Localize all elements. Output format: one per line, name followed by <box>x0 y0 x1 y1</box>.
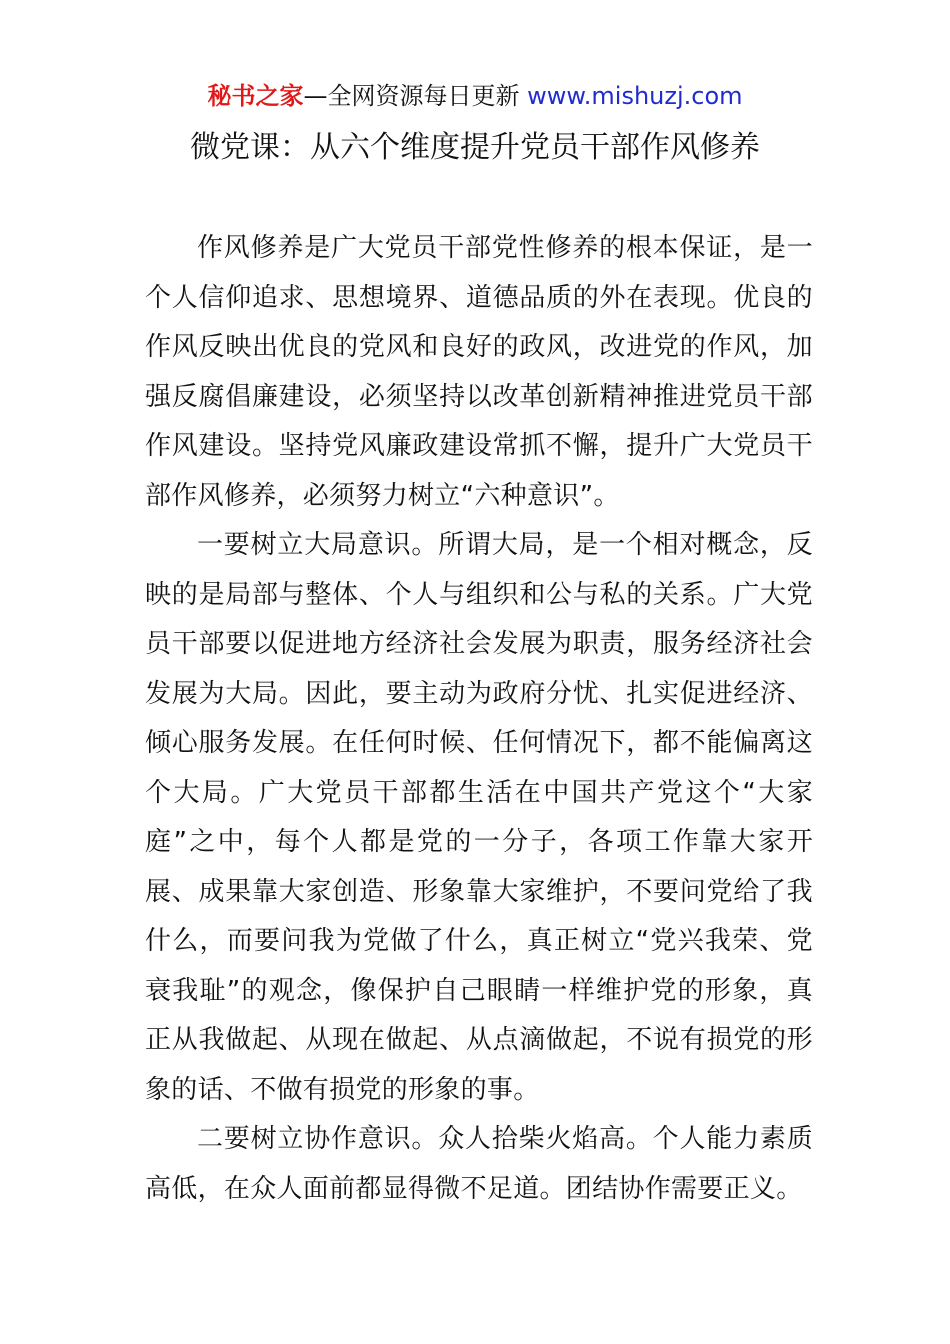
site-name: 秘书之家 <box>207 82 304 110</box>
site-url-link[interactable]: www.mishuzj.com <box>527 82 743 110</box>
site-tagline: —全网资源每日更新 <box>303 82 528 110</box>
document-body <box>145 224 813 1214</box>
document-title: 微党课：从六个维度提升党员干部作风修养 <box>190 130 760 165</box>
site-header <box>0 80 950 112</box>
paragraph-intro: 作风修养是广大党员干部党性修养的根本保证，是一个人信仰追求、思想境界、道德品质的外在表现。优良的作风反映出优良的党风和良好的政风，改进党的作风，加强反腐倡廉建设，必须坚持以改革创新精神推进党员干部作风建设。坚持党风廉政建设常抓不懈，提升广大党员干部作风修养，必须努力树立“六种意识”。 <box>145 233 813 511</box>
paragraph-cooperation-awareness: 二要树立协作意识。众人拾柴火焰高。个人能力素质高低，在众人面前都显得微不足道。团结协作需要正义。 <box>145 1124 813 1204</box>
paragraph-overall-awareness: 一要树立大局意识。所谓大局，是一个相对概念，反映的是局部与整体、个人与组织和公与私的关系。广大党员干部要以促进地方经济社会发展为职责，服务经济社会发展为大局。因此，要主动为政府分忧、扎实促进经济、倾心服务发展。在任何时候、任何情况下，都不能偏离这个大局。广大党员干部都生活在中国共产党这个“大家庭”之中，每个人都是党的一分子，各项工作靠大家开展、成果靠大家创造、形象靠大家维护，不要问党给了我什么，而要问我为党做了什么，真正树立“党兴我荣、党衰我耻”的观念，像保护自己眼睛一样维护党的形象，真正从我做起、从现在做起、从点滴做起，不说有损党的形象的话、不做有损党的形象的事。 <box>145 530 813 1105</box>
